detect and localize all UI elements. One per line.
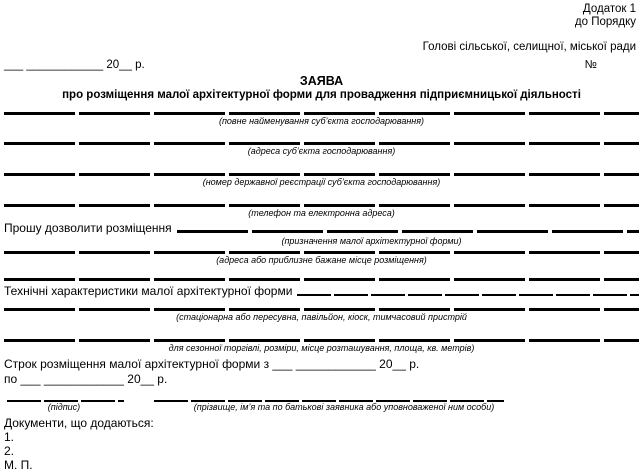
attached-document-item-2: 2.	[4, 444, 15, 458]
tech-specs-label: Технічні характеристики малої архітектурної форми	[4, 284, 293, 298]
document-subtitle: про розміщення малої архітектурної форми для провадження підприємницької діяльності	[62, 89, 581, 101]
caption-tech-specs-2: для сезонної торгівлі, розміри, місце розташування, площа, кв. метрів)	[168, 343, 475, 353]
blank-line-registration-number	[4, 173, 639, 176]
caption-tech-specs-1: (стаціонарна або пересувна, павільйон, кіоск, тимчасовий пристрій	[176, 312, 467, 322]
blank-line-business-name	[4, 112, 639, 115]
blank-line-tech-specs-3	[4, 339, 639, 342]
seal-placeholder: М. П.	[4, 458, 33, 472]
caption-business-name: (повне найменування суб’єкта господарювання)	[218, 116, 425, 126]
blank-line-tech-specs	[297, 294, 639, 296]
blank-line-placement-purpose	[177, 230, 639, 233]
blank-line-location-continued	[4, 278, 639, 281]
document-title: ЗАЯВА	[299, 74, 344, 88]
caption-placement-location: (адреса або приблизне бажане місце розміщення)	[216, 255, 427, 265]
addressee-line: Голові сільської, селищної, міської ради	[422, 41, 636, 53]
placement-term-line1: Строк розміщення малої архітектурної форми з ___ ____________ 20__ р.	[4, 357, 420, 371]
caption-phone-email: (телефон та електронна адреса)	[248, 208, 395, 218]
caption-fullname: (прізвище, ім’я та по батькові заявника або уповноваженої ним особи)	[193, 402, 495, 412]
blank-line-placement-location	[4, 251, 639, 254]
caption-business-address: (адреса суб’єкта господарювання)	[247, 146, 396, 156]
annex-to: до Порядку	[574, 16, 636, 28]
caption-placement-purpose: (призначення малої архітектурної форми)	[281, 236, 462, 246]
blank-line-business-address	[4, 142, 639, 145]
annex-number: Додаток 1	[582, 3, 636, 15]
blank-line-phone-email	[4, 204, 639, 207]
placement-term-line2: по ___ ____________ 20__ р.	[4, 372, 168, 386]
caption-signature: (підпис)	[47, 402, 81, 412]
attached-document-item-1: 1.	[4, 430, 15, 444]
date-blank: ___ ____________ 20__ р.	[4, 59, 145, 71]
caption-registration-number: (номер державної реєстрації суб’єкта господарювання)	[202, 177, 441, 187]
attached-documents-label: Документи, що додаються:	[4, 416, 154, 430]
request-label: Прошу дозволити розміщення	[4, 221, 172, 235]
document-number-label: №	[584, 59, 597, 71]
blank-line-tech-specs-2	[4, 308, 639, 311]
